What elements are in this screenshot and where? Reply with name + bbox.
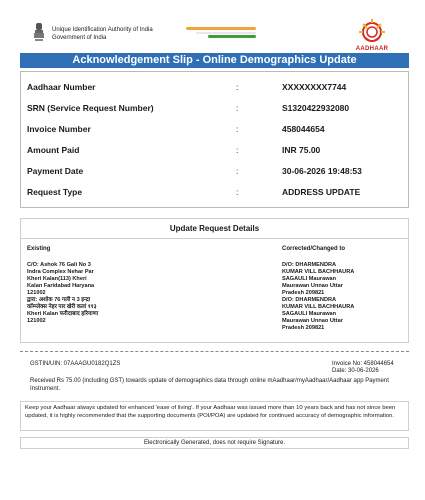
logo-text: AADHAAR — [355, 46, 389, 52]
detail-value: S1320422932080 — [282, 103, 350, 113]
detail-label: Payment Date — [27, 166, 84, 176]
update-request-body — [20, 239, 409, 343]
divider — [20, 351, 409, 352]
detail-colon: : — [236, 145, 239, 155]
footer-note: Electronically Generated, does not require Signature. — [20, 437, 409, 449]
detail-value: XXXXXXXX7744 — [282, 82, 347, 92]
detail-value: 30-06-2026 19:48:53 — [282, 166, 362, 176]
detail-value: ADDRESS UPDATE — [282, 187, 361, 197]
detail-row — [21, 78, 408, 96]
detail-row — [21, 99, 408, 117]
update-request-heading: Update Request Details — [20, 218, 409, 239]
detail-colon: : — [236, 124, 239, 134]
tricolour-stripes — [186, 27, 258, 41]
white-stripe — [196, 32, 256, 34]
detail-colon: : — [236, 166, 239, 176]
details-box — [20, 71, 409, 208]
gstin: GSTIN/UIN: 07AAAGU0182Q1ZS — [30, 361, 121, 367]
invoice-number: Invoice No: 458044654 — [332, 361, 394, 367]
detail-label: Amount Paid — [27, 145, 80, 155]
detail-label: Invoice Number — [27, 124, 91, 134]
green-stripe — [208, 35, 256, 38]
payment-received-text: Received Rs 75.00 (including GST) towards update of demographics data through online mAadhaar/myAadhaar/Aadhaar app Payment Instrument. — [30, 378, 389, 392]
saffron-stripe — [186, 27, 256, 30]
detail-colon: : — [236, 187, 239, 197]
changed-title: Corrected/Changed to — [282, 246, 346, 252]
national-emblem-icon — [33, 22, 45, 42]
invoice-date: Date: 30-06-2026 — [332, 368, 379, 374]
authority-line-2: Government of India — [52, 35, 107, 41]
detail-value: INR 75.00 — [282, 145, 321, 155]
aadhaar-logo — [350, 18, 394, 52]
existing-title: Existing — [27, 246, 51, 252]
detail-label: SRN (Service Request Number) — [27, 103, 154, 113]
detail-row — [21, 141, 408, 159]
aadhaar-logo-icon — [350, 18, 394, 44]
changed-address: D/O: DHARMENDRA KUMAR VILL BACHHAURA SAGAULI Maurawan Maurawan Unnao Uttar Pradesh 209821 D/O: DHARMENDRA KUMAR VILL BACHHAURA SAGAULI Maurawan Maurawan Unnao Uttar Pradesh 209821 — [282, 262, 355, 331]
page-title: Acknowledgement Slip - Online Demographics Update — [20, 53, 409, 68]
authority-line-1: Unique Identification Authority of India — [52, 27, 153, 33]
detail-label: Aadhaar Number — [27, 82, 96, 92]
detail-value: 458044654 — [282, 124, 325, 134]
authority-name — [52, 26, 153, 42]
detail-row — [21, 183, 408, 201]
header — [0, 0, 425, 54]
detail-label: Request Type — [27, 187, 83, 197]
detail-colon: : — [236, 82, 239, 92]
detail-row — [21, 120, 408, 138]
update-notice: Keep your Aadhaar always updated for enhanced 'ease of living'. If your Aadhaar was issued more than 10 years back and has not since been updated, it is highly recommended that the supporting documents (POI/POA) are updated for continued accuracy of demographic information. — [20, 401, 409, 431]
detail-row — [21, 162, 408, 180]
invoice-info — [332, 361, 394, 375]
detail-colon: : — [236, 103, 239, 113]
existing-address: C/O: Ashok 76 Gali No 3 Indra Complex Nehar Par Kheri Kalan(113) Kheri Kalan Faridabad Haryana 121002 द्वारा: अशोक 76 गली न 3 इन्द्रा कॉम्प्लेक्स नेहर पार खेरी कलां ११३ Kheri Kalan फरीदाबाद हरियाणा 121002 — [27, 262, 99, 324]
